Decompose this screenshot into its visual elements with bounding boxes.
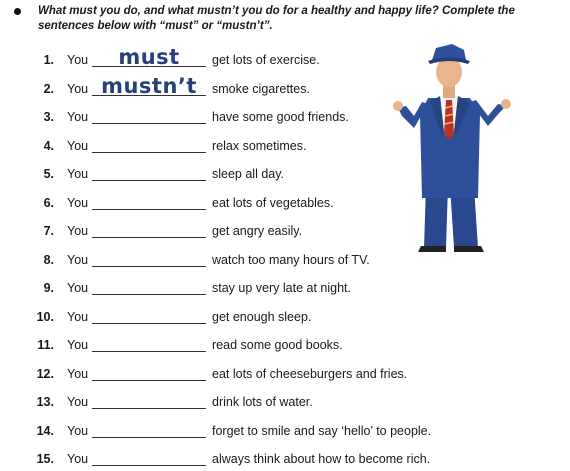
answer-blank[interactable] (92, 394, 206, 409)
item-subject: You (67, 252, 89, 267)
item-number: 4. (43, 138, 54, 153)
exercise-item (0, 164, 440, 184)
item-subject: You (67, 110, 89, 124)
item-subject: You (67, 309, 89, 324)
item-subject: You (67, 53, 89, 67)
item-text: smoke cigarettes. (212, 81, 310, 96)
exercise-item (0, 335, 440, 355)
answer-blank[interactable] (92, 109, 206, 124)
item-number: 15. (36, 452, 54, 466)
item-subject: You (67, 338, 89, 352)
item-text: get enough sleep. (212, 309, 312, 324)
answer-blank[interactable] (92, 309, 206, 324)
exercise-item (0, 449, 440, 469)
item-subject: You (67, 423, 89, 438)
item-text: eat lots of cheeseburgers and fries. (212, 366, 408, 381)
item-subject: You (67, 281, 89, 295)
item-subject: You (67, 224, 89, 238)
exercise-item (0, 421, 440, 441)
exercise-item (0, 392, 440, 412)
item-text: get lots of exercise. (212, 53, 320, 67)
instructions (38, 4, 528, 34)
item-text: have some good friends. (212, 110, 349, 124)
answer-blank[interactable] (92, 195, 206, 210)
answer-blank[interactable] (92, 138, 206, 153)
exercise-item (0, 73, 440, 99)
item-number: 10. (36, 309, 54, 324)
item-number: 6. (43, 195, 54, 210)
item-text: stay up very late at night. (212, 281, 351, 295)
man-in-suit-illustration-icon (388, 36, 516, 254)
item-text: read some good books. (212, 338, 343, 352)
exercise-item (0, 278, 440, 298)
item-number: 14. (36, 423, 54, 438)
exercise-item (0, 45, 440, 70)
item-subject: You (67, 167, 89, 181)
answer-blank[interactable] (92, 73, 206, 98)
answer-blank[interactable] (92, 280, 206, 295)
item-subject: You (67, 138, 89, 153)
item-text: get angry easily. (212, 224, 303, 238)
item-subject: You (67, 81, 89, 96)
answer-blank[interactable] (92, 223, 206, 238)
exercise-item (0, 107, 440, 127)
instructions-text: What must you do, and what mustn’t you do for a healthy and happy life? Complete the sentences below with “must” or “mustn’t”. (38, 5, 515, 32)
item-text: watch too many hours of TV. (212, 252, 370, 267)
handwritten-answer: mustn’t (101, 73, 197, 98)
item-number: 5. (43, 167, 54, 181)
item-number: 9. (43, 281, 54, 295)
item-text: relax sometimes. (212, 138, 307, 153)
item-number: 8. (43, 252, 54, 267)
answer-blank[interactable] (92, 252, 206, 267)
exercise-item (0, 250, 440, 270)
item-text: drink lots of water. (212, 395, 313, 409)
answer-blank[interactable] (92, 366, 206, 381)
item-subject: You (67, 195, 89, 210)
answer-blank[interactable] (92, 45, 206, 69)
exercise-item (0, 221, 440, 241)
bullet-icon (14, 8, 21, 15)
answer-blank[interactable] (92, 451, 206, 466)
answer-blank[interactable] (92, 337, 206, 352)
item-number: 12. (36, 366, 54, 381)
item-text: eat lots of vegetables. (212, 195, 334, 210)
exercise-item (0, 307, 440, 327)
item-text: forget to smile and say ‘hello’ to people. (212, 423, 432, 438)
item-number: 1. (43, 53, 54, 67)
item-text: sleep all day. (212, 167, 285, 181)
exercise-item (0, 364, 440, 384)
exercise-item (0, 193, 440, 213)
item-text: always think about how to become rich. (212, 452, 431, 466)
item-number: 7. (43, 224, 54, 238)
answer-blank[interactable] (92, 166, 206, 181)
item-number: 13. (36, 395, 54, 409)
exercise-item (0, 136, 440, 156)
item-number: 2. (43, 81, 54, 96)
answer-blank[interactable] (92, 423, 206, 438)
item-number: 3. (43, 110, 54, 124)
item-subject: You (67, 452, 89, 466)
item-subject: You (67, 366, 89, 381)
handwritten-answer: must (118, 45, 180, 69)
item-subject: You (67, 395, 89, 409)
item-number: 11. (37, 338, 54, 352)
